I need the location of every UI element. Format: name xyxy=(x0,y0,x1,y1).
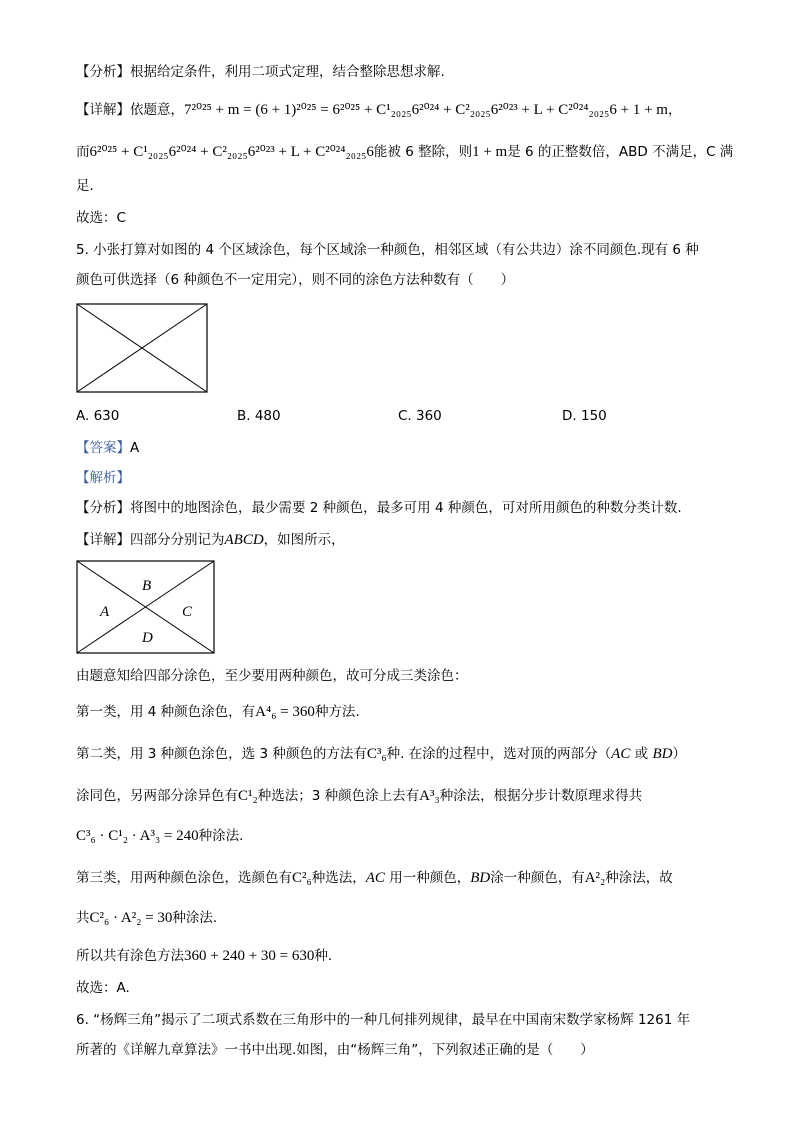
final-choice: 故选：A. xyxy=(76,980,130,996)
grand-total-prefix: 所以共有涂色方法 xyxy=(76,948,184,964)
grand-total-formula: 360 + 240 + 30 = 630 xyxy=(184,948,315,964)
second-total-suffix: 种涂法. xyxy=(198,828,244,844)
solution-detail-suffix: ，如图所示， xyxy=(263,532,345,548)
third-class-mid-3: 涂一种颜色，有 xyxy=(490,870,585,886)
paragraph-second-class xyxy=(76,744,686,764)
third-class-prefix: 第三类，用两种颜色涂色，选颜色有 xyxy=(76,870,292,886)
abcd-variable: ABCD xyxy=(224,532,264,548)
paragraph-first-class xyxy=(76,702,360,722)
paragraph-third-class xyxy=(76,868,673,888)
grand-total-suffix: 种. xyxy=(314,948,333,964)
third-class-mid-2: 用一种颜色， xyxy=(389,870,471,886)
second-class-formula: C³₆ xyxy=(366,746,387,762)
second-class-suffix: ） xyxy=(672,746,686,762)
detail-line xyxy=(76,100,681,120)
labeled-region-figure xyxy=(76,560,216,656)
divisibility-suffix: 是 6 的正整数倍，ABD 不满足，C 满 xyxy=(507,144,734,160)
third-total-formula: C²₆ · A²₂ = 30 xyxy=(89,910,173,926)
analysis-line: 【分析】根据给定条件，利用二项式定理，结合整除思想求解. xyxy=(76,64,445,80)
same-color-mid: 种选法；3 种颜色涂上去有 xyxy=(257,788,420,804)
same-color-suffix: 种涂法，根据分步计数原理求得共 xyxy=(439,788,643,804)
divisible-sum-formula: 6²⁰²⁵ + C¹₂₀₂₅6²⁰²⁴ + C²₂₀₂₅6²⁰²³ + L + C²⁰²⁴₂₀₂₅6 xyxy=(89,144,374,160)
paragraph-second-total xyxy=(76,826,243,846)
solution-analysis: 【分析】将图中的地图涂色，最少需要 2 种颜色，最多可用 4 种颜色，可对所用颜色的种数分类计数. xyxy=(76,500,682,516)
bd-variable-2: BD xyxy=(470,870,491,886)
region-label-b: B xyxy=(142,578,152,594)
one-plus-m-formula: 1 + m xyxy=(472,144,508,160)
paragraph-three-classes: 由题意知给四部分涂色，至少要用两种颜色，故可分成三类涂色： xyxy=(76,668,468,684)
third-total-prefix: 共 xyxy=(76,910,90,926)
third-class-formula: C²₆ xyxy=(292,870,312,886)
question-5-line-2: 颜色可供选择（6 种颜色不一定用完），则不同的涂色方法种数有（ ） xyxy=(76,272,515,288)
first-class-suffix: 种方法. xyxy=(314,704,360,720)
question-5-figure xyxy=(76,303,210,395)
region-label-c: C xyxy=(182,604,193,620)
divisibility-prefix: 而 xyxy=(76,144,90,160)
region-label-a: A xyxy=(100,604,110,620)
paragraph-grand-total xyxy=(76,946,332,966)
third-class-formula-2: A²₂ xyxy=(584,870,606,886)
solution-detail-prefix: 【详解】四部分分别记为 xyxy=(76,532,225,548)
solution-detail-line xyxy=(76,530,345,550)
same-color-prefix: 涂同色，另两部分涂异色有 xyxy=(76,788,238,804)
paragraph-same-color xyxy=(76,786,642,806)
answer-line xyxy=(76,438,139,458)
solution-label: 【解析】 xyxy=(76,470,130,486)
answer-value: A xyxy=(130,440,140,456)
option-c: C. 360 xyxy=(398,408,442,424)
third-class-suffix: 种涂法，故 xyxy=(605,870,673,886)
detail-suffix: ， xyxy=(667,102,682,118)
answer-label: 【答案】 xyxy=(76,440,130,456)
second-class-mid: 种. 在涂的过程中，选对顶的两部分（ xyxy=(386,746,612,762)
binomial-expansion-formula: 7²⁰²⁵ + m = (6 + 1)²⁰²⁵ = 6²⁰²⁵ + C¹₂₀₂₅6²⁰²⁴ + C²₂₀₂₅6²⁰²³ + L + C²⁰²⁴₂₀₂₅6 + 1 + m xyxy=(184,102,668,118)
divisibility-mid: 能被 6 整除，则 xyxy=(373,144,473,160)
question-6-line-1: 6. “杨辉三角”揭示了二项式系数在三角形中的一种几何排列规律，最早在中国南宋数学家杨辉 1261 年 xyxy=(76,1012,691,1028)
option-a: A. 630 xyxy=(76,408,120,424)
detail-prefix: 【详解】依题意， xyxy=(76,102,184,118)
ac-variable: AC xyxy=(611,746,631,762)
continuation-line: 足. xyxy=(76,178,94,194)
divisibility-line xyxy=(76,142,733,162)
option-b: B. 480 xyxy=(237,408,281,424)
choice-line: 故选：C xyxy=(76,210,126,226)
paragraph-third-total xyxy=(76,908,217,928)
region-label-d: D xyxy=(142,630,153,646)
ac-variable-2: AC xyxy=(365,870,385,886)
option-d: D. 150 xyxy=(562,408,607,424)
second-total-formula: C³₆ · C¹₂ · A³₃ = 240 xyxy=(76,828,199,844)
third-total-suffix: 种涂法. xyxy=(172,910,218,926)
or-text: 或 xyxy=(634,746,649,762)
question-5-line-1: 5. 小张打算对如图的 4 个区域涂色，每个区域涂一种颜色，相邻区域（有公共边）涂不同颜色.现有 6 种 xyxy=(76,242,699,258)
question-6-line-2: 所著的《详解九章算法》一书中出现.如图，由“杨辉三角”，下列叙述正确的是（ ） xyxy=(76,1042,594,1058)
third-class-mid-1: 种选法， xyxy=(311,870,366,886)
same-color-formula: C¹₂ xyxy=(238,788,258,804)
first-class-prefix: 第一类，用 4 种颜色涂色，有 xyxy=(76,704,256,720)
bd-variable: BD xyxy=(652,746,673,762)
second-class-prefix: 第二类，用 3 种颜色涂色，选 3 种颜色的方法有 xyxy=(76,746,367,762)
first-class-formula: A⁴₆ = 360 xyxy=(255,704,315,720)
arrangement-formula: A³₃ xyxy=(419,788,440,804)
